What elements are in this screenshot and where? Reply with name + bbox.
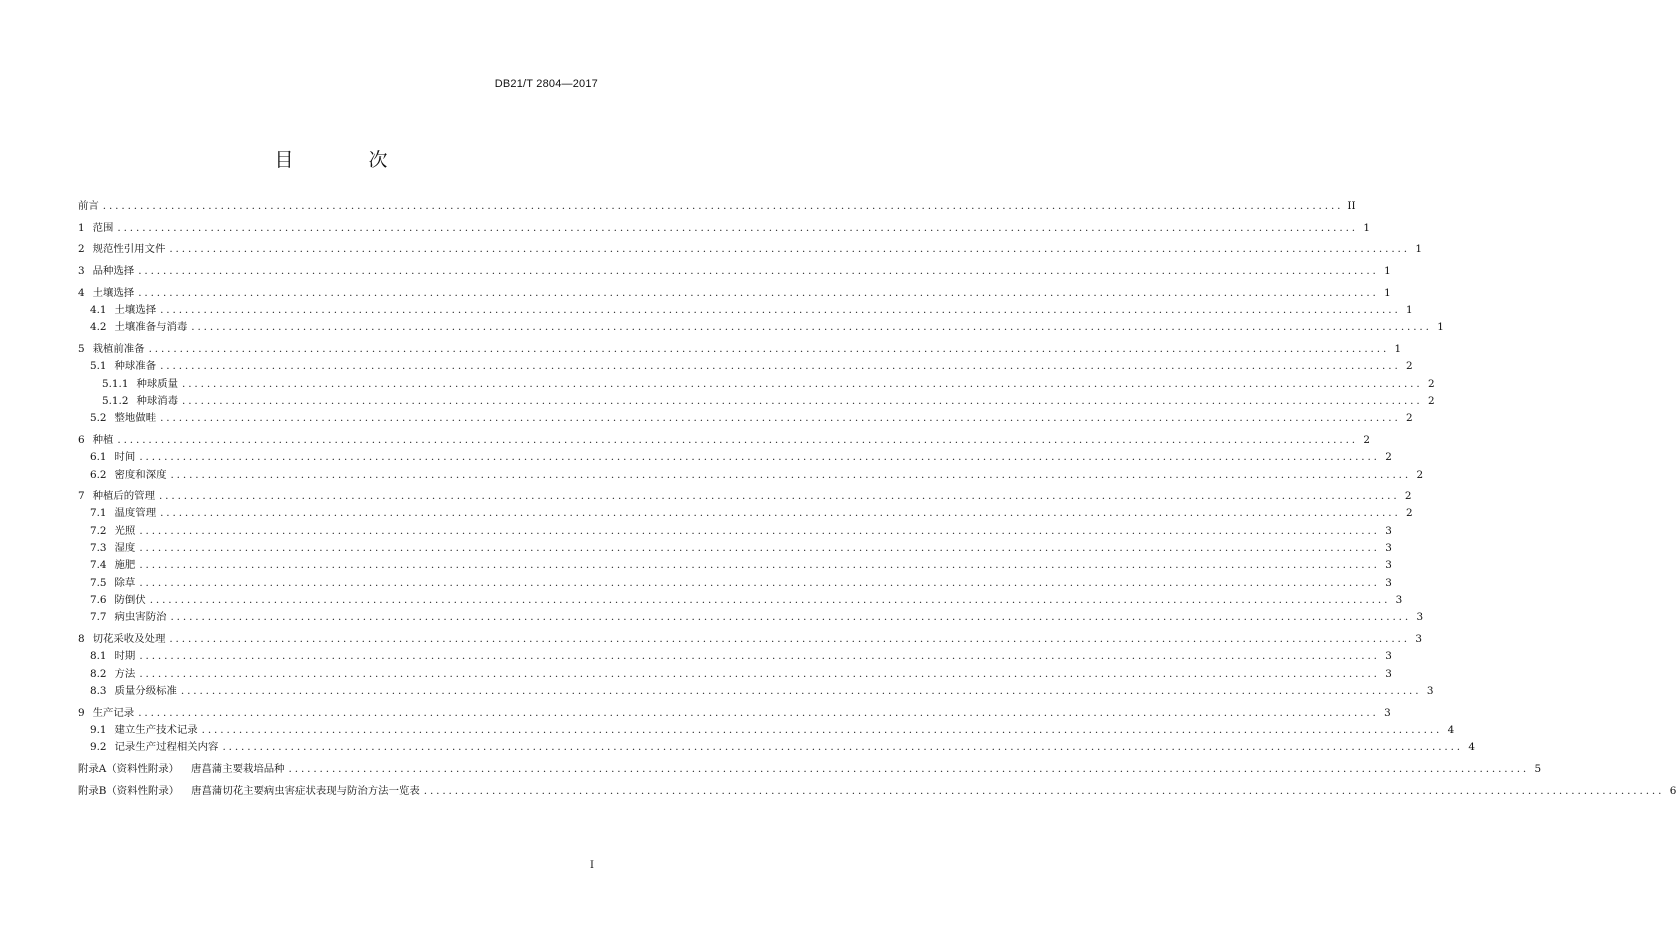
toc-leader-dots: ........................................................................................................................................................................................................ — [170, 611, 1412, 624]
toc-entry-page: 2 — [1416, 468, 1424, 481]
toc-entry-title: 湿度 — [114, 542, 136, 555]
toc-entry — [78, 648, 1392, 665]
toc-leader-dots: ........................................................................................................................................................................................................ — [139, 650, 1380, 663]
toc-leader-dots: ........................................................................................................................................................................................................ — [160, 304, 1401, 317]
toc-entry — [78, 783, 1676, 800]
toc-entry-number: 7.2 — [90, 524, 107, 537]
toc-entry-page: 4 — [1447, 723, 1455, 736]
toc-entry-number: 9.2 — [90, 741, 107, 754]
toc-leader-dots: ........................................................................................................................................................................................................ — [139, 576, 1380, 589]
toc-entry-page: 1 — [1394, 343, 1402, 356]
toc-leader-dots: ........................................................................................................................................................................................................ — [117, 433, 1358, 446]
toc-entry-page: 2 — [1404, 490, 1412, 503]
toc-entry — [78, 631, 1422, 648]
toc-leader-dots: ........................................................................................................................................................................................................ — [160, 360, 1401, 373]
toc-entry-number: 7 — [78, 490, 85, 503]
document-code: DB21/T 2804—2017 — [494, 78, 598, 90]
toc-entry-page: II — [1347, 200, 1356, 212]
toc-leader-dots: ........................................................................................................................................................................................................ — [160, 412, 1401, 425]
toc-entry-page: 2 — [1406, 412, 1413, 425]
toc-entry — [78, 739, 1476, 756]
toc-leader-dots: ........................................................................................................................................................................................................ — [288, 762, 1530, 775]
toc-entry-page: 2 — [1363, 433, 1370, 446]
page-title: 目 次 — [274, 149, 416, 171]
toc-entry — [78, 505, 1413, 522]
footer-page-number: I — [590, 860, 594, 871]
toc-entry-title: 种植后的管理 — [92, 490, 155, 503]
toc-entry-title: 栽植前准备 — [92, 343, 145, 356]
toc-entry-page: 3 — [1415, 632, 1422, 645]
toc-entry — [78, 341, 1402, 358]
toc-leader-dots: ........................................................................................................................................................................................................ — [139, 451, 1380, 464]
toc-entry-page: 2 — [1406, 360, 1413, 373]
toc-entry-title: 施肥 — [114, 559, 136, 572]
toc-entry — [78, 393, 1435, 410]
toc-entry-page: 1 — [1437, 321, 1444, 334]
toc-entry-title: 整地做畦 — [114, 412, 157, 425]
toc-entry-page: 6 — [1669, 784, 1676, 797]
toc-leader-dots: ........................................................................................................................................................................................................ — [139, 559, 1380, 572]
toc-leader-dots: ........................................................................................................................................................................................................ — [138, 286, 1379, 299]
toc-leader-dots: ........................................................................................................................................................................................................ — [138, 706, 1379, 719]
toc-entry-page: 3 — [1384, 706, 1391, 719]
toc-entry-title: 时期 — [114, 650, 136, 663]
toc-entry — [78, 467, 1424, 484]
toc-entry-title: 品种选择 — [92, 265, 135, 278]
toc-entry-title: 土壤选择 — [92, 286, 135, 299]
toc-entry-page: 3 — [1385, 559, 1392, 572]
toc-entry-number: 7.7 — [90, 611, 107, 624]
toc-entry-title: 种球消毒 — [136, 394, 179, 407]
toc-entry-page: 1 — [1384, 265, 1391, 278]
toc-leader-dots: ........................................................................................................................................................................................................ — [423, 784, 1665, 797]
toc-entry-number: 8 — [78, 632, 85, 645]
toc-leader-dots: ........................................................................................................................................................................................................ — [191, 321, 1432, 334]
toc-entry-title: 种球准备 — [114, 360, 157, 373]
toc-entry-number: 7.6 — [90, 593, 107, 606]
toc-entry-number: 4.1 — [90, 304, 107, 317]
toc-entry-number: 8.3 — [90, 684, 107, 697]
toc-entry-page: 2 — [1427, 377, 1435, 390]
toc-entry — [78, 302, 1413, 319]
toc-entry-number: 1 — [78, 221, 85, 234]
toc-entry — [78, 241, 1422, 258]
toc-entry — [78, 198, 1356, 215]
toc-entry-number: 附录A（资料性附录） — [78, 762, 180, 775]
toc-entry-number: 4.2 — [90, 321, 107, 334]
toc-entry-number: 6.1 — [90, 451, 107, 464]
toc-leader-dots: ........................................................................................................................................................................................................ — [182, 394, 1423, 407]
toc-entry — [78, 449, 1392, 466]
toc-entry-title: 防倒伏 — [114, 593, 146, 606]
toc-entry-title: 生产记录 — [92, 706, 135, 719]
toc-leader-dots: ........................................................................................................................................................................................................ — [139, 667, 1380, 680]
toc-leader-dots: ........................................................................................................................................................................................................ — [180, 684, 1422, 697]
toc-entry — [78, 523, 1392, 540]
toc-entry — [78, 410, 1413, 427]
toc-entry — [78, 376, 1435, 393]
table-of-contents — [78, 198, 1676, 800]
toc-entry-page: 2 — [1406, 507, 1413, 520]
toc-leader-dots: ........................................................................................................................................................................................................ — [158, 490, 1400, 503]
toc-entry-page: 1 — [1363, 221, 1370, 234]
toc-entry-title: 范围 — [92, 221, 114, 234]
toc-entry-number: 附录B（资料性附录） — [78, 784, 180, 797]
toc-entry-number: 3 — [78, 265, 85, 278]
toc-leader-dots: ........................................................................................................................................................................................................ — [138, 265, 1379, 278]
toc-entry-page: 5 — [1534, 762, 1542, 775]
toc-leader-dots: ........................................................................................................................................................................................................ — [139, 524, 1380, 537]
toc-entry — [78, 263, 1391, 280]
toc-entry — [78, 666, 1392, 683]
toc-entry-title: 土壤准备与消毒 — [114, 321, 188, 334]
toc-entry-number: 9.1 — [90, 723, 107, 736]
toc-entry — [78, 609, 1424, 626]
toc-entry-page: 3 — [1395, 593, 1403, 606]
toc-entry-title: 前言 — [78, 200, 99, 212]
toc-entry — [78, 722, 1455, 739]
toc-entry — [78, 488, 1412, 505]
toc-entry-title: 建立生产技术记录 — [114, 723, 198, 736]
toc-entry-title: 光照 — [114, 524, 136, 537]
toc-entry — [78, 358, 1413, 375]
toc-leader-dots: ........................................................................................................................................................................................................ — [160, 507, 1401, 520]
toc-entry-number: 7.4 — [90, 559, 107, 572]
toc-entry-number: 4 — [78, 286, 85, 299]
toc-entry-title: 种植 — [92, 433, 114, 446]
toc-entry — [78, 540, 1392, 557]
toc-leader-dots: ........................................................................................................................................................................................................ — [148, 343, 1390, 356]
toc-entry-title: 方法 — [114, 667, 136, 680]
toc-entry-number: 8.2 — [90, 667, 107, 680]
toc-entry-page: 3 — [1416, 611, 1424, 624]
toc-entry-title: 规范性引用文件 — [92, 243, 166, 256]
toc-leader-dots: ........................................................................................................................................................................................................ — [149, 593, 1391, 606]
toc-entry-page: 3 — [1426, 684, 1434, 697]
toc-entry — [78, 557, 1392, 574]
toc-entry-page: 1 — [1415, 243, 1422, 256]
toc-entry — [78, 319, 1444, 336]
toc-entry-number: 5 — [78, 343, 85, 356]
toc-entry — [78, 285, 1391, 302]
toc-entry-title: 唐菖蒲切花主要病虫害症状表现与防治方法一览表 — [191, 784, 420, 797]
toc-leader-dots: ........................................................................................................................................................................................................ — [170, 468, 1412, 481]
toc-leader-dots: ........................................................................................................................................................................................................ — [222, 741, 1464, 754]
toc-entry-number: 9 — [78, 706, 85, 719]
toc-entry-title: 种球质量 — [136, 377, 179, 390]
toc-entry — [78, 592, 1403, 609]
toc-entry-page: 3 — [1385, 576, 1392, 589]
toc-leader-dots: ........................................................................................................................................................................................................ — [169, 243, 1410, 256]
toc-entry-number: 6 — [78, 433, 85, 446]
toc-leader-dots: ........................................................................................................................................................................................................ — [169, 632, 1410, 645]
toc-entry-title: 温度管理 — [114, 507, 157, 520]
toc-entry-title: 病虫害防治 — [114, 611, 167, 624]
toc-leader-dots: ........................................................................................................................................................................................................ — [139, 542, 1380, 555]
toc-entry — [78, 705, 1391, 722]
toc-entry-number: 7.5 — [90, 576, 107, 589]
toc-entry-number: 5.2 — [90, 412, 107, 425]
toc-entry-number: 7.3 — [90, 542, 107, 555]
toc-entry-title: 唐菖蒲主要栽培品种 — [191, 762, 285, 775]
toc-entry-page: 3 — [1385, 542, 1392, 555]
toc-entry-page: 3 — [1385, 667, 1392, 680]
toc-entry-page: 2 — [1427, 394, 1435, 407]
toc-entry — [78, 575, 1392, 592]
toc-entry-title: 密度和深度 — [114, 468, 167, 481]
toc-entry-page: 2 — [1385, 451, 1392, 464]
toc-entry-page: 1 — [1384, 286, 1391, 299]
toc-entry — [78, 220, 1370, 237]
toc-entry-number: 5.1 — [90, 360, 107, 373]
toc-entry-title: 记录生产过程相关内容 — [114, 741, 219, 754]
toc-entry-number: 6.2 — [90, 468, 107, 481]
toc-leader-dots: ........................................................................................................................................................................................................ — [117, 221, 1358, 234]
toc-entry — [78, 432, 1370, 449]
toc-leader-dots: ........................................................................................................................................................................................................ — [182, 377, 1423, 390]
toc-entry-number: 7.1 — [90, 507, 107, 520]
toc-entry-page: 3 — [1385, 524, 1392, 537]
toc-entry-title: 时间 — [114, 451, 136, 464]
toc-entry-number: 5.1.1 — [102, 377, 129, 390]
toc-entry-number: 8.1 — [90, 650, 107, 663]
toc-entry-title: 质量分级标准 — [114, 684, 177, 697]
toc-leader-dots: ........................................................................................................................................................................................................ — [201, 723, 1443, 736]
toc-entry-number: 5.1.2 — [102, 394, 129, 407]
toc-leader-dots: ........................................................................................................................................................................................................ — [102, 200, 1344, 212]
toc-entry-number: 2 — [78, 243, 85, 256]
toc-entry-page: 1 — [1406, 304, 1413, 317]
toc-entry-page: 4 — [1468, 741, 1476, 754]
toc-entry — [78, 761, 1542, 778]
toc-entry-title: 切花采收及处理 — [92, 632, 166, 645]
toc-entry-title: 除草 — [114, 576, 136, 589]
toc-entry-title: 土壤选择 — [114, 304, 157, 317]
toc-entry-page: 3 — [1385, 650, 1392, 663]
toc-entry — [78, 683, 1434, 700]
